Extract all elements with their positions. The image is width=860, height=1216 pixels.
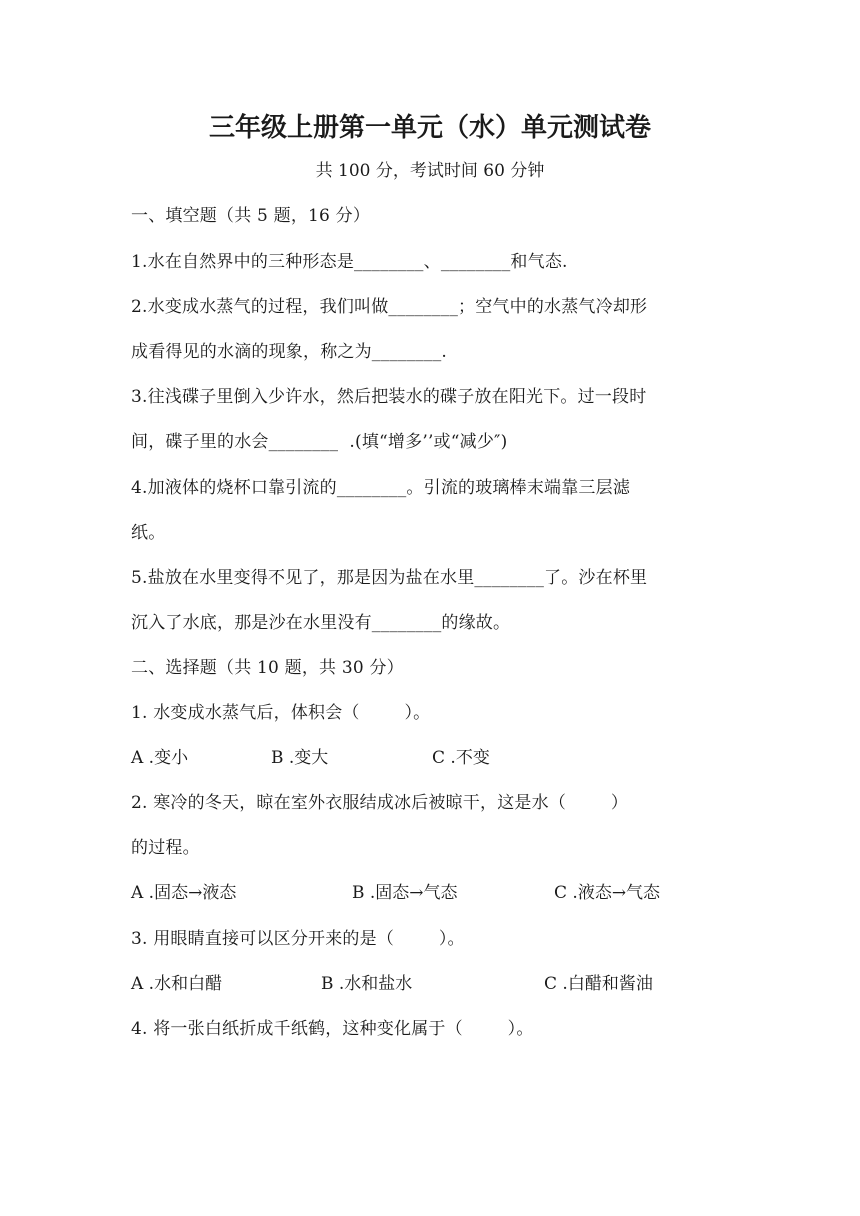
question-2-choice-line1: 2. 寒冷的冬天，晾在室外衣服结成冰后被晾干，这是水（ ） [131,793,629,813]
question-1-fill-blank: 1.水在自然界中的三种形态是________、________和气态. [131,252,568,272]
question-5-fill-blank-line1: 5.盐放在水里变得不见了，那是因为盐在水里________了。沙在杯里 [131,568,648,588]
option-c: C .液态→气态 [554,883,661,903]
page-title: 三年级上册第一单元（水）单元测试卷 [208,113,651,143]
question-4-fill-blank-line2: 纸。 [131,523,166,543]
page-subtitle: 共 100 分，考试时间 60 分钟 [315,161,545,181]
section-heading-choice: 二、选择题（共 10 题，共 30 分） [131,658,404,678]
question-1-choice: 1. 水变成水蒸气后，体积会（ ）。 [131,703,431,723]
option-c: C .白醋和酱油 [544,974,653,994]
question-3-options [131,969,731,999]
option-a: A .固态→液态 [131,883,237,903]
question-2-fill-blank-line1: 2.水变成水蒸气的过程，我们叫做________；空气中的水蒸气冷却形 [131,297,648,317]
option-a: A .变小 [131,748,189,768]
option-a: A .水和白醋 [131,974,223,994]
question-2-choice-line2: 的过程。 [131,838,200,858]
option-b: B .变大 [271,748,329,768]
option-c: C .不变 [432,748,490,768]
option-b: B .固态→气态 [352,883,458,903]
question-3-fill-blank-line2: 间，碟子里的水会________ .(填“增多’’或“减少″) [131,432,508,452]
question-3-choice: 3. 用眼睛直接可以区分开来的是（ ）。 [131,929,465,949]
question-3-fill-blank-line1: 3.往浅碟子里倒入少许水，然后把装水的碟子放在阳光下。过一段时 [131,387,647,407]
question-1-options [131,743,731,773]
question-4-fill-blank-line1: 4.加液体的烧杯口靠引流的________。引流的玻璃棒末端靠三层滤 [131,478,631,498]
question-2-options [131,878,731,908]
option-b: B .水和盐水 [321,974,413,994]
question-5-fill-blank-line2: 沉入了水底，那是沙在水里没有________的缘故。 [131,613,511,633]
question-2-fill-blank-line2: 成看得见的水滴的现象，称之为________. [131,342,448,362]
question-4-choice: 4. 将一张白纸折成千纸鹤，这种变化属于（ ）。 [131,1019,534,1039]
section-heading-fill-blank: 一、填空题（共 5 题，16 分） [131,206,371,226]
